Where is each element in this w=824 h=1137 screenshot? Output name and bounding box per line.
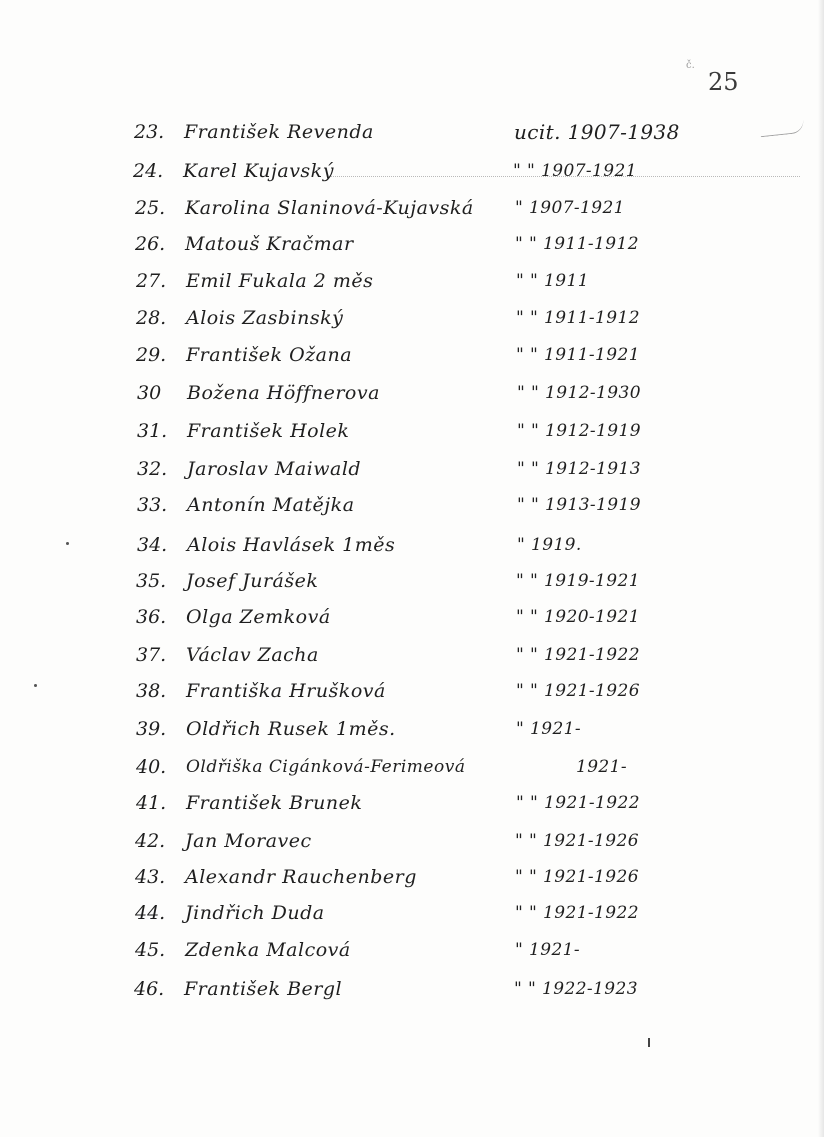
list-entry [136,303,736,339]
entry-years: " " 1920-1921 [516,607,640,627]
entry-name: Karel Kujavský [183,160,334,182]
entry-number: 31. [137,420,168,442]
page-number: 25 [708,68,739,96]
list-entry [136,788,736,824]
entry-years: " " 1913-1919 [517,495,641,515]
entry-name: Antonín Matějka [187,494,355,516]
entry-name: Oldřich Rusek 1měs. [186,718,396,740]
entry-name: Emil Fukala 2 měs [186,270,374,292]
list-entry [135,193,735,229]
entry-name: Božena Höffnerova [187,382,380,404]
entry-number: 26. [135,233,166,255]
entry-number: 30 [137,382,162,404]
entry-name: Oldřiška Cigánková-Ferimeová [186,757,466,777]
list-entry [134,117,734,153]
entry-name: František Bergl [184,978,343,1000]
entry-number: 32. [137,458,168,480]
list-entry [136,640,736,676]
list-entry [137,530,737,566]
entry-years: " " 1907-1921 [513,161,637,181]
entry-number: 29. [136,344,167,366]
entry-number: 44. [135,902,166,924]
entry-years: " " 1911-1921 [516,345,640,365]
entry-years: " " 1912-1930 [517,383,641,403]
entry-years: " 1907-1921 [515,198,625,218]
entry-years: " " 1921-1926 [515,867,639,887]
entry-name: Karolina Slaninová-Kujavská [185,197,474,219]
entry-name: Alexandr Rauchenberg [185,866,417,888]
entry-number: 42. [135,830,166,852]
list-entry [136,714,736,750]
list-entry [137,416,737,452]
entry-years: " " 1911 [516,271,589,291]
entry-years: " " 1911-1912 [516,308,640,328]
entry-name: František Ožana [186,344,353,366]
list-entry [137,378,737,414]
list-entry [136,266,736,302]
entry-years: " " 1919-1921 [516,571,640,591]
entry-name: Matouš Kračmar [185,233,354,255]
entry-years: " " 1911-1912 [515,234,639,254]
entry-years: " 1921- [515,940,581,960]
entry-years: " 1921- [516,719,582,739]
list-entry [136,676,736,712]
list-entry [136,340,736,376]
entry-name: Václav Zacha [186,644,319,666]
entry-number: 39. [136,718,167,740]
list-entry [135,229,735,265]
entry-name: František Revenda [184,121,374,143]
entry-years: " " 1921-1926 [516,681,640,701]
entry-years: " " 1921-1922 [516,645,640,665]
entry-name: František Holek [187,420,350,442]
entry-years: " " 1912-1913 [517,459,641,479]
list-entry [136,752,736,788]
entry-number: 46. [134,978,165,1000]
entry-number: 27. [136,270,167,292]
entry-years: " " 1921-1922 [516,793,640,813]
list-entry [135,935,735,971]
list-entry [137,454,737,490]
entry-number: 45. [135,939,166,961]
entry-name: Zdenka Malcová [185,939,351,961]
entry-years: ucit. 1907-1938 [514,120,680,144]
entry-number: 25. [135,197,166,219]
entry-number: 33. [137,494,168,516]
entry-number: 43. [135,866,166,888]
list-entry [137,490,737,526]
entry-years: " 1919. [517,535,582,555]
entry-years: 1921- [576,757,628,777]
list-entry [135,862,735,898]
entry-name: František Brunek [186,792,363,814]
entry-years: " " 1921-1922 [515,903,639,923]
entry-number: 34. [137,534,168,556]
entry-years: " " 1921-1926 [515,831,639,851]
list-entry [136,602,736,638]
entry-number: 35. [136,570,167,592]
entry-name: Jaroslav Maiwald [187,458,362,480]
list-entry [136,566,736,602]
entry-name: Josef Jurášek [186,570,319,592]
entry-number: 38. [136,680,167,702]
entry-number: 37. [136,644,167,666]
entry-number: 24. [133,160,164,182]
entry-name: Františka Hrušková [186,680,386,702]
list-entry [134,974,734,1010]
entry-name: Olga Zemková [186,606,331,628]
page-mark: č. [686,60,695,71]
entry-number: 41. [136,792,167,814]
entry-name: Jindřich Duda [185,902,325,924]
entry-name: Alois Zasbinský [186,307,344,329]
entry-name: Alois Havlásek 1měs [187,534,396,556]
list-entry [133,156,733,192]
entry-number: 40. [136,756,167,778]
list-entry [135,898,735,934]
entry-number: 23. [134,121,165,143]
entry-name: Jan Moravec [185,830,312,852]
entry-years: " " 1912-1919 [517,421,641,441]
entry-years: " " 1922-1923 [514,979,638,999]
entry-number: 36. [136,606,167,628]
list-entry [135,826,735,862]
entry-number: 28. [136,307,167,329]
